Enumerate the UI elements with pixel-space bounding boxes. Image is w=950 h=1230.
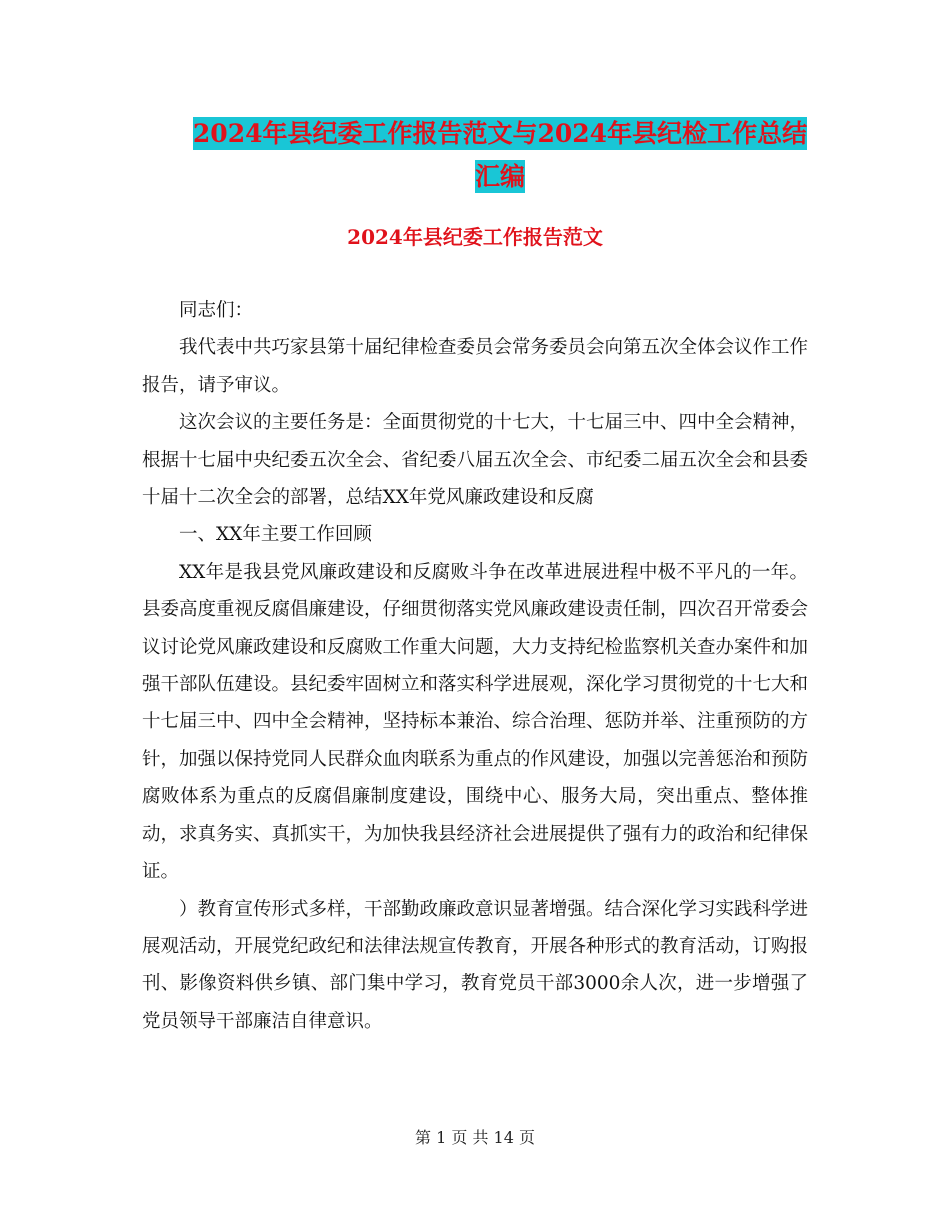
page-footer: [0, 1125, 950, 1148]
document-title: [130, 112, 870, 198]
page-number: 第 1 页 共 14 页: [415, 1128, 535, 1147]
paragraph: XX年是我县党风廉政建设和反腐败斗争在改革进展进程中极不平凡的一年。县委高度重视反腐倡廉建设，仔细贯彻落实党风廉政建设责任制，四次召开常委会议讨论党风廉政建设和反腐败工作重大问题，大力支持纪检监察机关查办案件和加强干部队伍建设。县纪委牢固树立和落实科学进展观，深化学习贯彻党的十七大和十七届三中、四中全会精神，坚持标本兼治、综合治理、惩防并举、注重预防的方针，加强以保持党同人民群众血肉联系为重点的作风建设，加强以完善惩治和预防腐败体系为重点的反腐倡廉制度建设，围绕中心、服务大局，突出重点、整体推动，求真务实、真抓实干，为加快我县经济社会进展提供了强有力的政治和纪律保证。: [142, 561, 809, 883]
paragraph: ）教育宣传形式多样，干部勤政廉政意识显著增强。结合深化学习实践科学进展观活动，开展党纪政纪和法律法规宣传教育，开展各种形式的教育活动，订购报刊、影像资料供乡镇、部门集中学习，教育党员干部3000余人次，进一步增强了党员领导干部廉洁自律意识。: [142, 898, 809, 1032]
document-title-line1: 2024年县纪委工作报告范文与2024年县纪检工作总结: [192, 119, 808, 148]
document-body: [142, 292, 808, 1040]
paragraph: 我代表中共巧家县第十届纪律检查委员会常务委员会向第五次全体会议作工作报告，请予审议。: [142, 337, 809, 396]
subheading: 一、XX年主要工作回顾: [179, 524, 372, 546]
paragraph-greeting: 同志们：: [179, 300, 254, 321]
section-title: 2024年县纪委工作报告范文: [347, 225, 603, 249]
paragraph: 这次会议的主要任务是：全面贯彻党的十七大，十七届三中、四中全会精神，根据十七届中央纪委五次全会、省纪委八届五次全会、市纪委二届五次全会和县委十届十二次全会的部署，总结XX年党风廉政建设和反腐: [142, 412, 809, 509]
document-title-line2: 汇编: [474, 162, 525, 191]
